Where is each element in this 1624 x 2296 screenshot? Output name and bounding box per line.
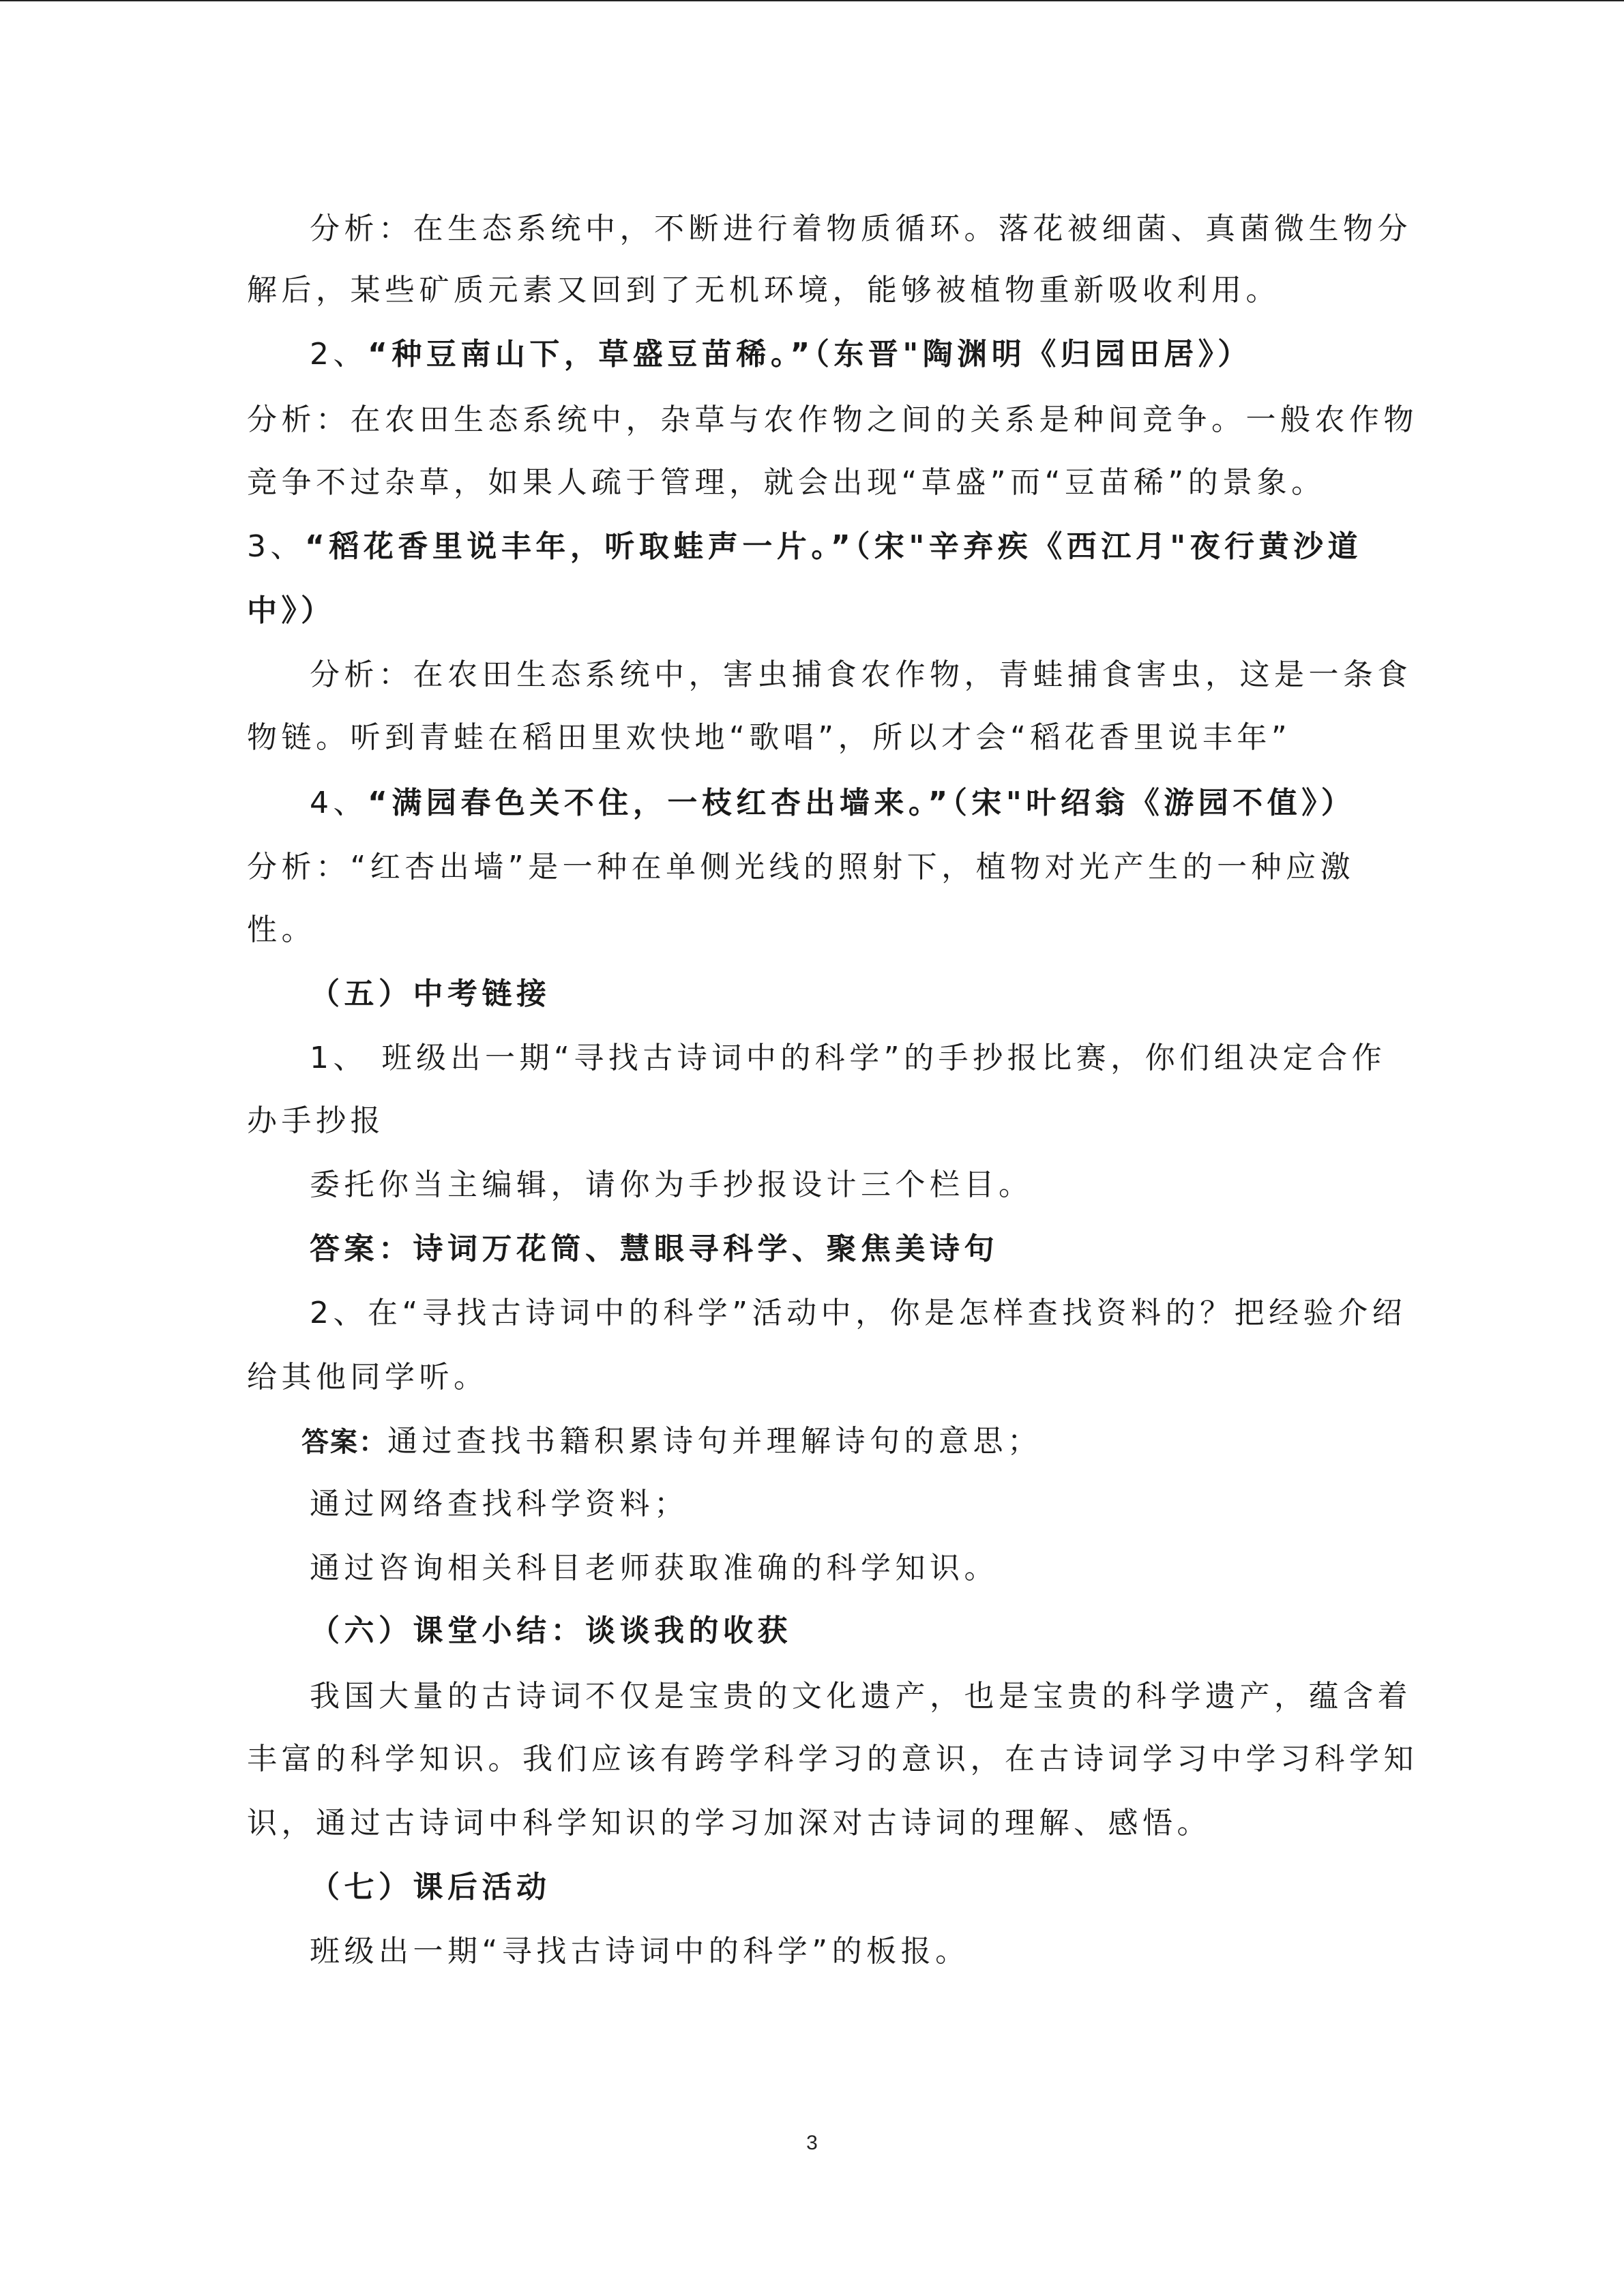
poem-item-4-number: 4、 <box>310 786 368 820</box>
after-class-activity: 班级出一期“寻找古诗词中的科学”的板报。 <box>310 1934 970 1969</box>
poem-item-4 <box>310 783 1355 824</box>
section-heading-7: （七）课后活动 <box>310 1870 551 1905</box>
summary-line-2: 丰富的科学知识。我们应该有跨学科学习的意识，在古诗词学习中学习科学知 <box>247 1742 1418 1776</box>
page-number: 3 <box>806 2132 818 2154</box>
analysis-paragraph-2-line-2: 竞争不过杂草，如果人疏于管理，就会出现“草盛”而“豆苗稀”的景象。 <box>247 465 1326 500</box>
analysis-paragraph-4-line-2: 性。 <box>247 912 316 947</box>
answer-2-line-2: 通过网络查找科学资料； <box>310 1487 689 1521</box>
summary-line-1: 我国大量的古诗词不仅是宝贵的文化遗产，也是宝贵的科学遗产，蕴含着 <box>310 1679 1412 1714</box>
analysis-paragraph-2-line-1: 分析：在农田生态系统中，杂草与农作物之间的关系是种间竞争。一般农作物 <box>247 402 1418 437</box>
analysis-paragraph-3-line-2: 物链。听到青蛙在稻田里欢快地“歌唱”，所以才会“稻花香里说丰年” <box>247 720 1292 755</box>
section-heading-6: （六）课堂小结：谈谈我的收获 <box>310 1613 792 1648</box>
poem-item-3 <box>247 526 1362 567</box>
answer-2-line-1 <box>301 1421 1042 1463</box>
section-heading-5: （五）中考链接 <box>310 976 551 1011</box>
question-1-line-3: 委托你当主编辑，请你为手抄报设计三个栏目。 <box>310 1167 1033 1202</box>
poem-item-2-text: “种豆南山下，草盛豆苗稀。”（东晋"陶渊明《归园田居》） <box>368 337 1252 372</box>
poem-item-3-number: 3、 <box>247 529 305 564</box>
question-1-line-2: 办手抄报 <box>247 1103 385 1138</box>
question-2-line-1: 2、在“寻找古诗词中的科学”活动中，你是怎样查找资料的？把经验介绍 <box>310 1296 1407 1330</box>
answer-2-line-3: 通过咨询相关科目老师获取准确的科学知识。 <box>310 1551 999 1585</box>
analysis-paragraph-1-line-1: 分析：在生态系统中，不断进行着物质循环。落花被细菌、真菌微生物分 <box>310 211 1412 246</box>
poem-item-3-text: “稻花香里说丰年，听取蛙声一片。”（宋"辛弃疾《西江月"夜行黄沙道 <box>305 529 1363 564</box>
poem-item-3-continuation: 中》） <box>247 593 336 628</box>
poem-item-4-text: “满园春色关不住，一枝红杏出墙来。”（宋"叶绍翁《游园不值》） <box>368 786 1356 820</box>
analysis-paragraph-4-line-1: 分析：“红杏出墙”是一种在单侧光线的照射下，植物对光产生的一种应激 <box>247 850 1355 884</box>
top-border <box>0 0 1624 1</box>
answer-2-text: 通过查找书籍积累诗句并理解诗句的意思； <box>387 1424 1042 1459</box>
answer-2-label: 答案： <box>301 1427 387 1458</box>
poem-item-2-number: 2、 <box>310 337 368 372</box>
analysis-paragraph-3-line-1: 分析：在农田生态系统中，害虫捕食农作物，青蛙捕食害虫，这是一条食 <box>310 657 1412 692</box>
analysis-paragraph-1-line-2: 解后，某些矿质元素又回到了无机环境，能够被植物重新吸收利用。 <box>247 273 1280 308</box>
poem-item-2 <box>310 334 1252 375</box>
question-2-line-2: 给其他同学听。 <box>247 1360 488 1395</box>
summary-line-3: 识，通过古诗词中科学知识的学习加深对古诗词的理解、感悟。 <box>247 1806 1211 1840</box>
answer-1: 答案：诗词万花筒、慧眼寻科学、聚焦美诗句 <box>310 1232 999 1266</box>
question-1-line-1: 1、 班级出一期“寻找古诗词中的科学”的手抄报比赛，你们组决定合作 <box>310 1041 1387 1075</box>
